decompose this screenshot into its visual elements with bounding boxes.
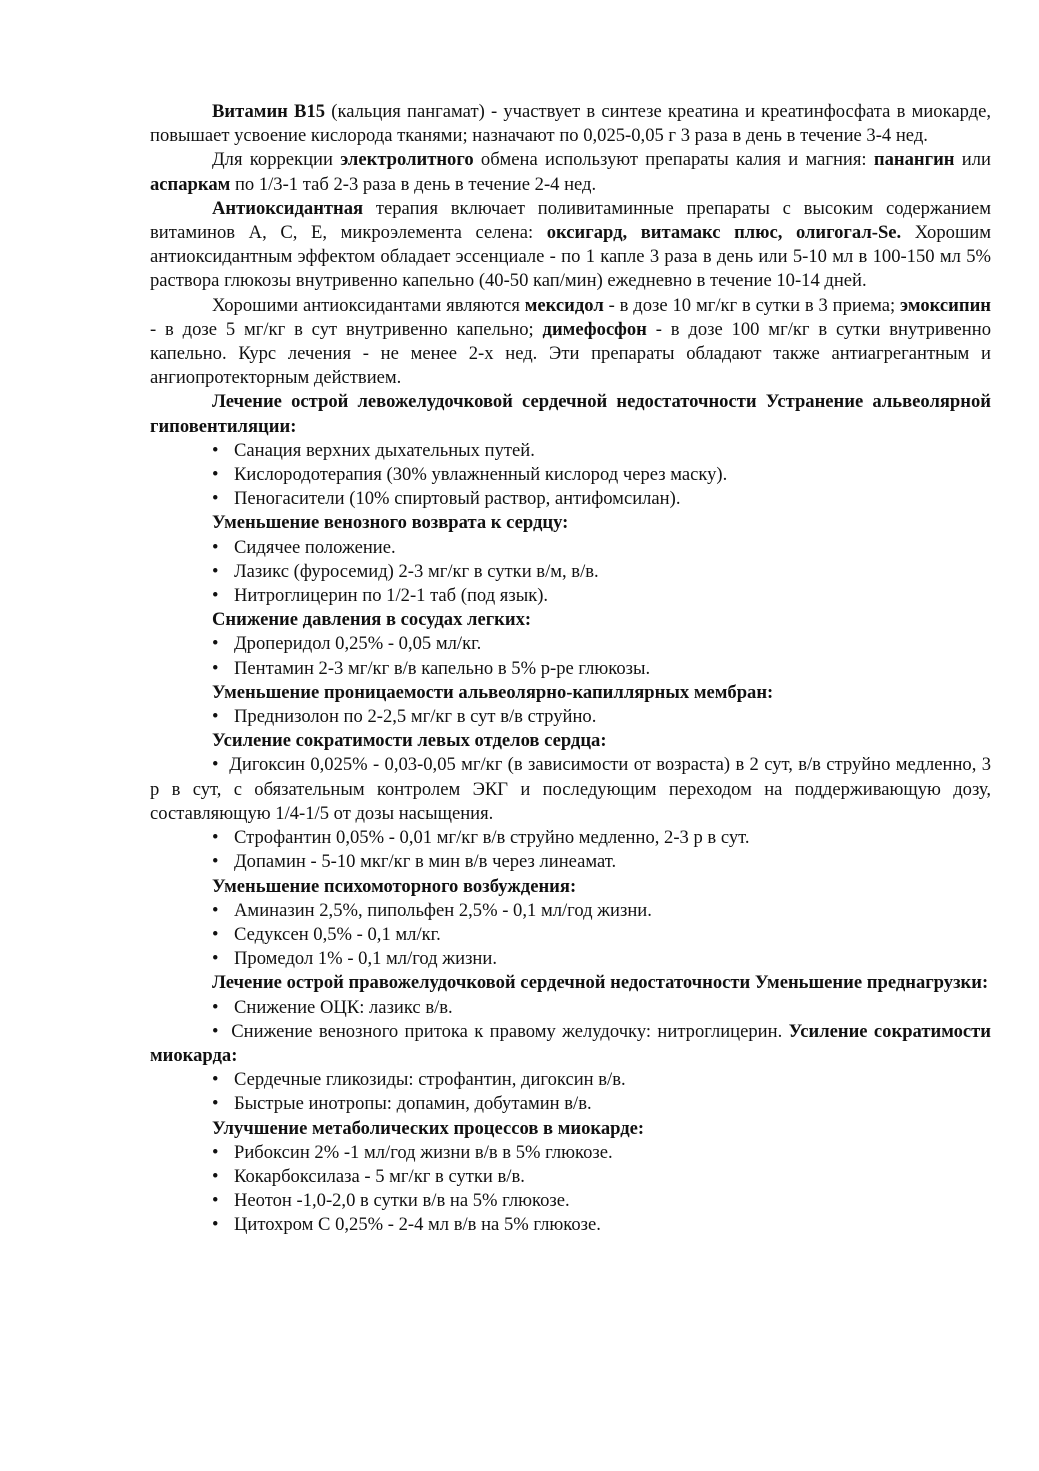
bullet-icon: •	[212, 827, 219, 849]
bullet-icon: •	[212, 439, 219, 461]
bullet-icon: •	[212, 948, 219, 970]
bullet-icon: •	[212, 536, 219, 558]
list-item-digoxin: • Дигоксин 0,025% - 0,03-0,05 мг/кг (в зависимости от возраста) в 2 сут, в/в струйно медленно, 3 р в сут, с обязательным контролем ЭКГ и последующим переходом на поддерживающую дозу, составляющую 1/4-1/5 от дозы насыщения.	[150, 754, 991, 824]
bullet-icon: •	[212, 488, 219, 510]
list-item: • Промедол 1% - 0,1 мл/год жизни.	[150, 947, 991, 971]
bullet-icon: •	[212, 1165, 219, 1187]
list-metabolism	[150, 1141, 991, 1238]
list-item: • Рибоксин 2% -1 мл/год жизни в/в в 5% глюкозе.	[150, 1141, 991, 1165]
list-item-venous-inflow: • Снижение венозного притока к правому желудочку: нитроглицерин. Усиление сократимости миокарда:	[150, 1020, 992, 1066]
list-item: • Строфантин 0,05% - 0,01 мг/кг в/в струйно медленно, 2-3 р в сут.	[150, 826, 991, 850]
bullet-icon: •	[212, 899, 219, 921]
list-item: • Преднизолон по 2-2,5 мг/кг в сут в/в струйно.	[150, 705, 991, 729]
list-item: • Седуксен 0,5% - 0,1 мл/кг.	[150, 923, 991, 947]
list-item: • Сидячее положение.	[150, 536, 991, 560]
list-item: • Быстрые инотропы: допамин, добутамин в/в.	[150, 1092, 991, 1116]
list-item: • Кокарбоксилаза - 5 мг/кг в сутки в/в.	[150, 1165, 991, 1189]
list-item: • Неотон -1,0-2,0 в сутки в/в на 5% глюкозе.	[150, 1189, 991, 1213]
list-psychomotor	[150, 899, 991, 972]
paragraph-vitamin-b15: Витамин В15 (кальция пангамат) - участвует в синтезе креатина и креатинфосфата в миокарде, повышает усвоение кислорода тканями; назначают по 0,025-0,05 г 3 раза в день в течение 3-4 нед.	[150, 101, 991, 147]
bullet-icon: •	[212, 1214, 219, 1236]
list-permeability	[150, 705, 991, 729]
list-left-contractility	[150, 826, 991, 874]
bullet-icon: •	[212, 1069, 219, 1091]
paragraph-antioxidant: Антиоксидантная терапия включает поливитаминные препараты с высоким содержанием витаминов А, С, Е, микроэлемента селена: оксигард, витамакс плюс, олигогал-Se. Хорошим антиоксидантным эффектом обладает эссенциале - по 1 капле 3 раза в день или 5-10 мл в 100-150 мл 5% раствора глюкозы внутривенно капельно (40-50 кап/мин) ежедневно в течение 10-14 дней.	[150, 197, 991, 292]
paragraph-antioxidants-list: Хорошими антиоксидантами являются мексидол - в дозе 10 мг/кг в сутки в 3 приема; эмоксипин - в дозе 5 мг/кг в сут внутривенно капельно; димефосфон - в дозе 100 мг/кг в сутки внутривенно капельно. Курс лечения - не менее 2-х нед. Эти препараты обладают также антиагрегантным и ангиопротекторным действием.	[150, 294, 991, 389]
list-item: • Пеногасители (10% спиртовый раствор, антифомсилан).	[150, 487, 991, 511]
list-item: • Цитохром С 0,25% - 2-4 мл в/в на 5% глюкозе.	[150, 1213, 991, 1237]
bullet-icon: •	[212, 560, 219, 582]
bullet-icon: •	[212, 657, 219, 679]
bullet-icon: •	[212, 464, 219, 486]
list-item: • Допамин - 5-10 мкг/кг в мин в/в через линеамат.	[150, 850, 991, 874]
paragraph-electrolyte: Для коррекции электролитного обмена используют препараты калия и магния: панангин или аспаркам по 1/3-1 таб 2-3 раза в день в течение 2-4 нед.	[150, 149, 991, 195]
heading-right-ventricular: Лечение острой правожелудочковой сердечной недостаточности Уменьшение преднагрузки:	[212, 972, 989, 994]
subheading-permeability: Уменьшение проницаемости альвеолярно-капиллярных мембран:	[212, 681, 774, 703]
list-myocardial-contractility	[150, 1068, 991, 1116]
list-lung-pressure	[150, 632, 991, 680]
bullet-icon: •	[212, 1141, 219, 1163]
subheading-psychomotor: Уменьшение психомоторного возбуждения:	[212, 875, 577, 897]
subheading-left-contractility: Усиление сократимости левых отделов сердца:	[212, 730, 607, 752]
bullet-icon: •	[212, 1020, 219, 1042]
subheading-venous-return: Уменьшение венозного возврата к сердцу:	[212, 512, 569, 534]
list-preload	[150, 996, 991, 1020]
bullet-icon: •	[212, 1093, 219, 1115]
list-item: • Дроперидол 0,25% - 0,05 мл/кг.	[150, 632, 991, 656]
bullet-icon: •	[212, 754, 219, 776]
bullet-icon: •	[212, 851, 219, 873]
bullet-icon: •	[212, 996, 219, 1018]
bullet-icon: •	[212, 633, 219, 655]
list-venous-return	[150, 536, 991, 609]
subheading-lung-pressure: Снижение давления в сосудах легких:	[212, 609, 532, 631]
list-item: • Нитроглицерин по 1/2-1 таб (под язык).	[150, 584, 991, 608]
list-item: • Пентамин 2-3 мг/кг в/в капельно в 5% р-ре глюкозы.	[150, 657, 991, 681]
list-hypoventilation	[150, 439, 991, 512]
bullet-icon: •	[212, 1190, 219, 1212]
list-item: • Кислородотерапия (30% увлажненный кислород через маску).	[150, 463, 991, 487]
bullet-icon: •	[212, 585, 219, 607]
list-item: • Аминазин 2,5%, пипольфен 2,5% - 0,1 мл/год жизни.	[150, 899, 991, 923]
document-page	[150, 100, 991, 1238]
bullet-icon: •	[212, 706, 219, 728]
list-item: • Санация верхних дыхательных путей.	[150, 439, 991, 463]
bullet-icon: •	[212, 923, 219, 945]
list-item: • Лазикс (фуросемид) 2-3 мг/кг в сутки в/м, в/в.	[150, 560, 991, 584]
list-item: • Сердечные гликозиды: строфантин, дигоксин в/в.	[150, 1068, 991, 1092]
heading-left-ventricular: Лечение острой левожелудочковой сердечной недостаточности Устранение альвеолярной гиповентиляции:	[150, 391, 991, 437]
subheading-metabolism: Улучшение метаболических процессов в миокарде:	[212, 1117, 645, 1139]
list-item: • Снижение ОЦК: лазикс в/в.	[150, 996, 991, 1020]
